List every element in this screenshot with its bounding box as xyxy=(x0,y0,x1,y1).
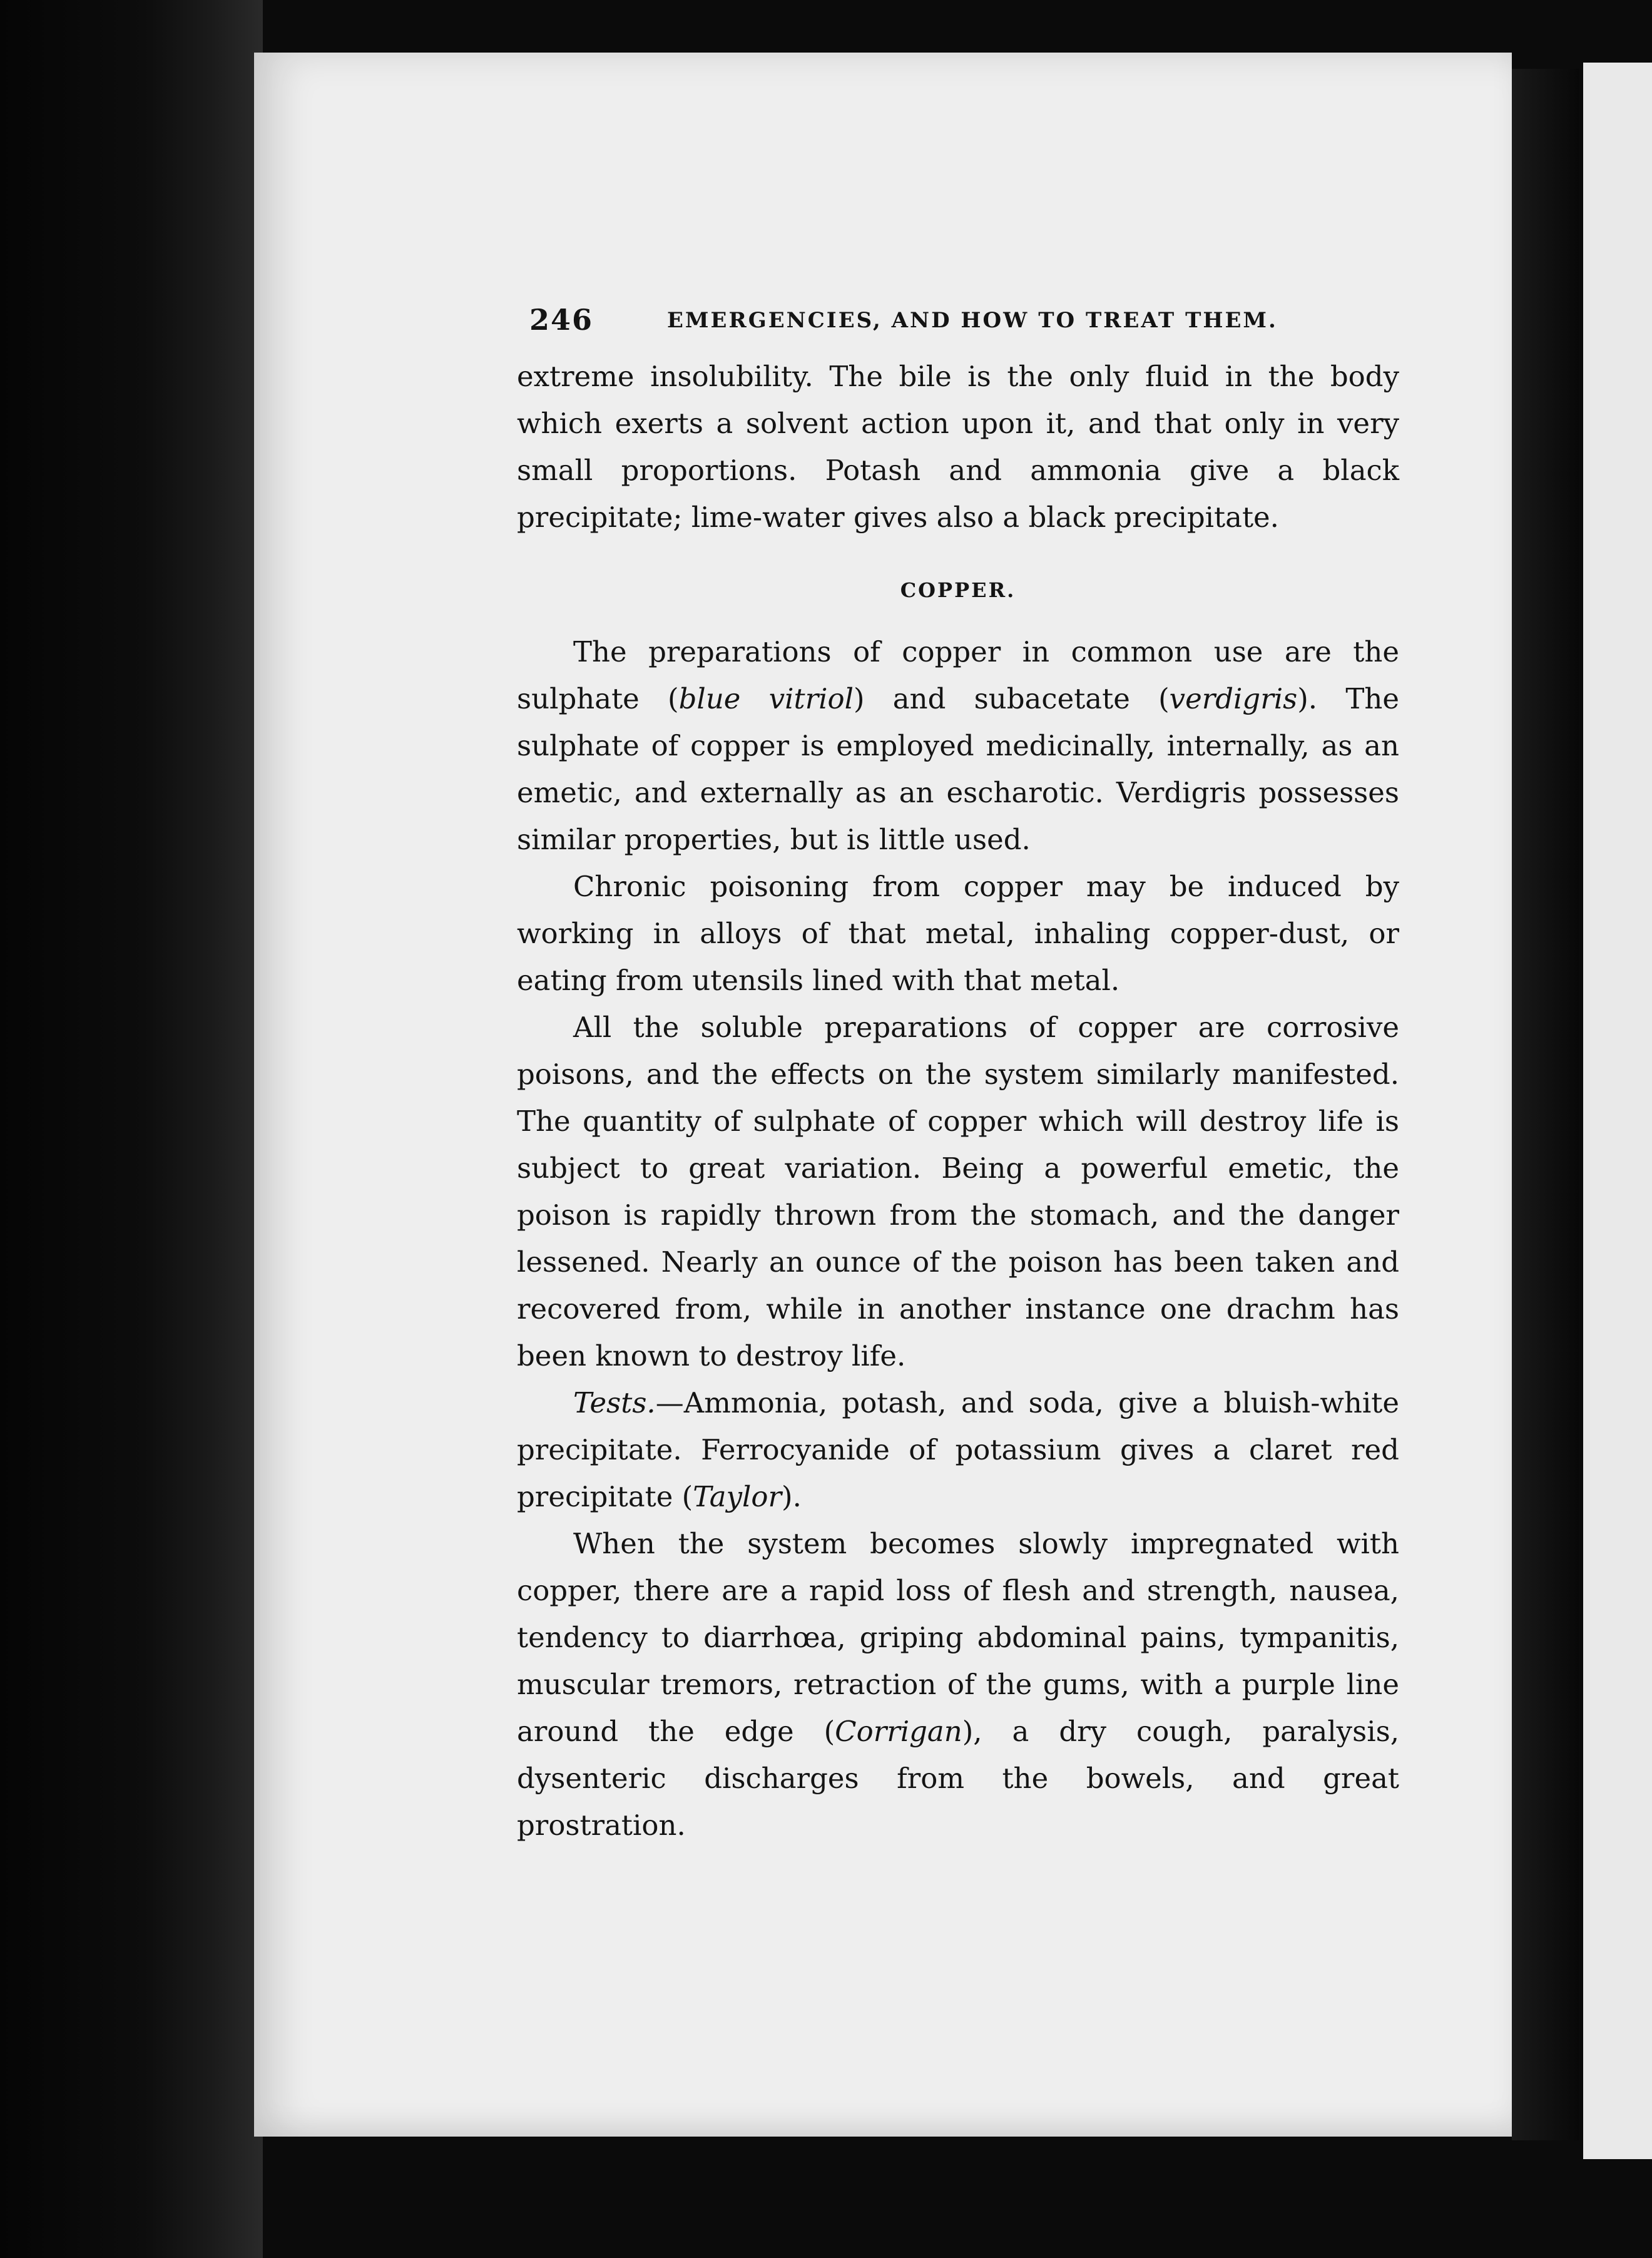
p1-text-2: ) and subacetate ( xyxy=(853,682,1170,715)
p1-em-verdigris: verdigris xyxy=(1169,682,1298,715)
page-gutter-shadow xyxy=(1512,69,1579,2140)
p1-em-blue-vitriol: blue vitriol xyxy=(678,682,854,715)
paragraph-preparations xyxy=(517,628,1399,863)
p5-text-1: When the system becomes slowly impregnated with copper, there are a rapid loss of flesh and strength, nausea, tendency to diarrhœa, griping abdominal pains, tympanitis, muscular tremors, retraction of the gums, with a purple line around the edge ( xyxy=(517,1527,1399,1748)
page-text xyxy=(517,303,1399,1849)
p5-text-2: ), a dry cough, paralysis, dysenteric discharges from the bowels, and great prostration. xyxy=(517,1715,1399,1842)
section-heading: COPPER. xyxy=(900,578,1016,602)
tests-citation: Taylor xyxy=(693,1480,782,1513)
paragraph-soluble-preparations: All the soluble preparations of copper are corrosive poisons, and the effects on the system similarly manifested. The quantity of sulphate of copper which will destroy life is subject to great variation. Being a powerful emetic, the poison is rapidly thrown from the stomach, and the danger lessened. Nearly an ounce of the poison has been taken and recovered from, while in another instance one drachm has been known to destroy life. xyxy=(517,1011,1399,1372)
paragraph-chronic-poisoning: Chronic poisoning from copper may be induced by working in alloys of that metal, inhaling copper-dust, or eating from utensils lined with that metal. xyxy=(517,870,1399,997)
tests-end: ). xyxy=(782,1480,802,1513)
paragraph-tests xyxy=(517,1379,1399,1520)
paragraph-symptoms xyxy=(517,1520,1399,1849)
running-title: EMERGENCIES, AND HOW TO TREAT THEM. xyxy=(667,308,1278,333)
page-number: 246 xyxy=(529,303,594,337)
p1-text-1: The preparations of copper in common use are the sulphate ( xyxy=(517,635,1399,715)
intro-paragraph: extreme insolubility. The bile is the only fluid in the body which exerts a solvent action upon it, and that only in very small proportions. Potash and ammonia give a black precipitate; lime-water gives also a black precipitate. xyxy=(517,360,1399,534)
p1-text-3: ). The sulphate of copper is employed medicinally, internally, as an emetic, and externally as an escharotic. Verdigris possesses similar properties, but is little used. xyxy=(517,682,1399,856)
p5-citation: Corrigan xyxy=(835,1715,962,1748)
next-page-edge xyxy=(1583,63,1652,2159)
book-binding-shadow xyxy=(0,0,263,2258)
tests-label: Tests. xyxy=(573,1386,656,1419)
tests-text: —Ammonia, potash, and soda, give a bluish-white precipitate. Ferrocyanide of potassium gives a claret red precipitate ( xyxy=(517,1386,1399,1513)
running-head xyxy=(517,303,1399,347)
